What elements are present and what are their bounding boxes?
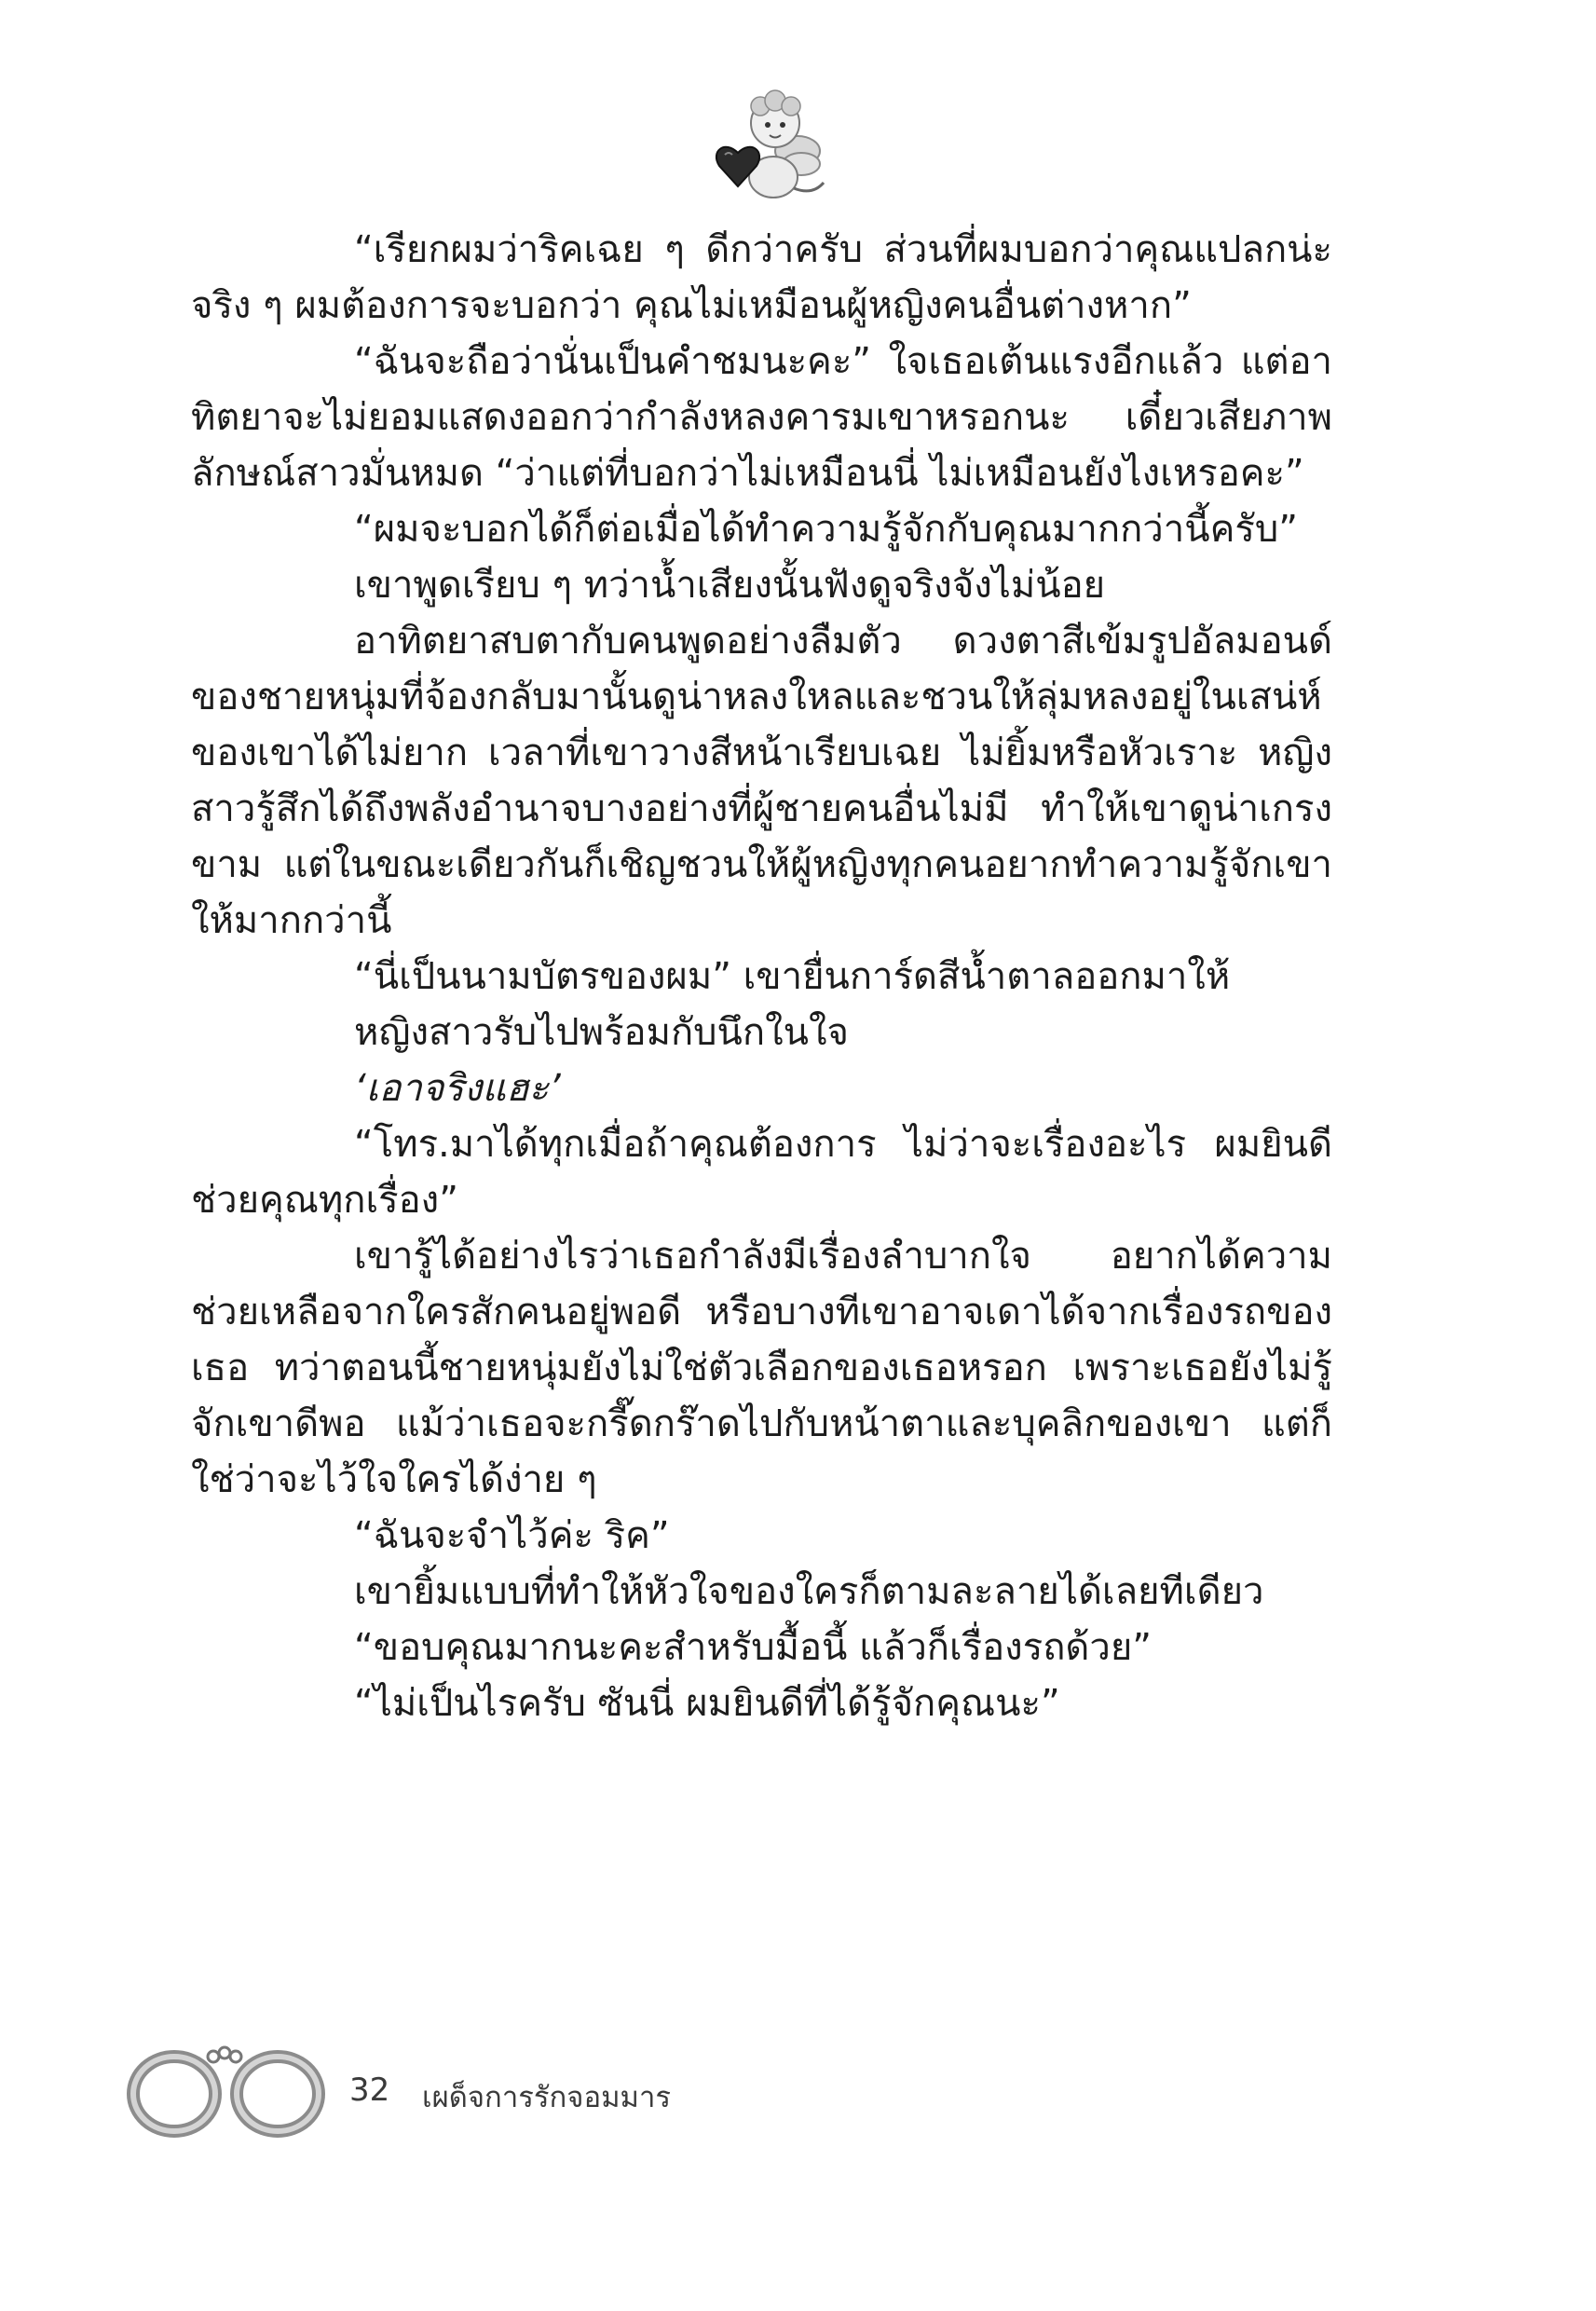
paragraph: หญิงสาวรับไปพร้อมกับนึกในใจ	[354, 1011, 849, 1054]
paragraph: “ผมจะบอกได้ก็ต่อเมื่อได้ทำความรู้จักกับคุณมากกว่านี้ครับ”	[354, 508, 1298, 551]
book-title: เผด็จการรักจอมมาร	[422, 2081, 672, 2114]
paragraph: “ฉันจะจำไว้ค่ะ ริค”	[354, 1514, 670, 1557]
page-footer	[126, 2036, 871, 2139]
paragraph: อาทิตยาสบตากับคนพูดอย่างลืมตัว ดวงตาสีเข้มรูปอัลมอนด์ของชายหนุ่มที่จ้องกลับมานั้นดูน่าหลงใหลและชวนให้ลุ่มหลงอยู่ในเสน่ห์ของเขาได้ไม่ยาก เวลาที่เขาวางสีหน้าเรียบเฉย ไม่ยิ้มหรือหัวเราะ หญิงสาวรู้สึกได้ถึงพลังอำนาจบางอย่างที่ผู้ชายคนอื่นไม่มี ทำให้เขาดูน่าเกรงขาม แต่ในขณะเดียวกันก็เชิญชวนให้ผู้หญิงทุกคนอยากทำความรู้จักเขาให้มากกว่านี้	[191, 620, 1332, 942]
paragraph: “เรียกผมว่าริคเฉย ๆ ดีกว่าครับ ส่วนที่ผมบอกว่าคุณแปลกน่ะ จริง ๆ ผมต้องการจะบอกว่า คุณไม่เหมือนผู้หญิงคนอื่นต่างหาก”	[191, 228, 1332, 327]
paragraph: “นี่เป็นนามบัตรของผม” เขายื่นการ์ดสีน้ำตาลออกมาให้	[354, 955, 1231, 998]
paragraph: “ไม่เป็นไรครับ ซันนี่ ผมยินดีที่ได้รู้จักคุณนะ”	[354, 1682, 1060, 1725]
page-number: 32	[349, 2072, 390, 2109]
chapter-body	[191, 222, 1332, 1731]
paragraph: เขารู้ได้อย่างไรว่าเธอกำลังมีเรื่องลำบากใจ อยากได้ความช่วยเหลือจากใครสักคนอยู่พอดี หรือบางทีเขาอาจเดาได้จากเรื่องรถของเธอ ทว่าตอนนี้ชายหนุ่มยังไม่ใช่ตัวเลือกของเธอหรอก เพราะเธอยังไม่รู้จักเขาดีพอ แม้ว่าเธอจะกรี๊ดกร๊าดไปกับหน้าตาและบุคลิกของเขา แต่ก็ใช่ว่าจะไว้ใจใครได้ง่าย ๆ	[191, 1235, 1332, 1501]
cupid-with-heart-icon	[708, 86, 829, 207]
paragraph-inner-thought: ‘เอาจริงแฮะ’	[354, 1067, 561, 1110]
paragraph: “ขอบคุณมากนะคะสำหรับมื้อนี้ แล้วก็เรื่องรถด้วย”	[354, 1626, 1153, 1669]
paragraph: “โทร.มาได้ทุกเมื่อถ้าคุณต้องการ ไม่ว่าจะเรื่องอะไร ผมยินดีช่วยคุณทุกเรื่อง”	[191, 1123, 1332, 1222]
paragraph: เขาพูดเรียบ ๆ ทว่าน้ำเสียงนั้นฟังดูจริงจังไม่น้อย	[354, 564, 1106, 607]
paragraph: “ฉันจะถือว่านั่นเป็นคำชมนะคะ” ใจเธอเต้นแรงอีกแล้ว แต่อาทิตยาจะไม่ยอมแสดงออกว่ากำลังหลงคารมเขาหรอกนะ เดี๋ยวเสียภาพลักษณ์สาวมั่นหมด “ว่าแต่ที่บอกว่าไม่เหมือนนี่ ไม่เหมือนยังไงเหรอคะ”	[191, 340, 1332, 495]
paragraph: เขายิ้มแบบที่ทำให้หัวใจของใครก็ตามละลายได้เลยทีเดียว	[354, 1570, 1264, 1613]
handcuffs-icon	[126, 2036, 326, 2139]
